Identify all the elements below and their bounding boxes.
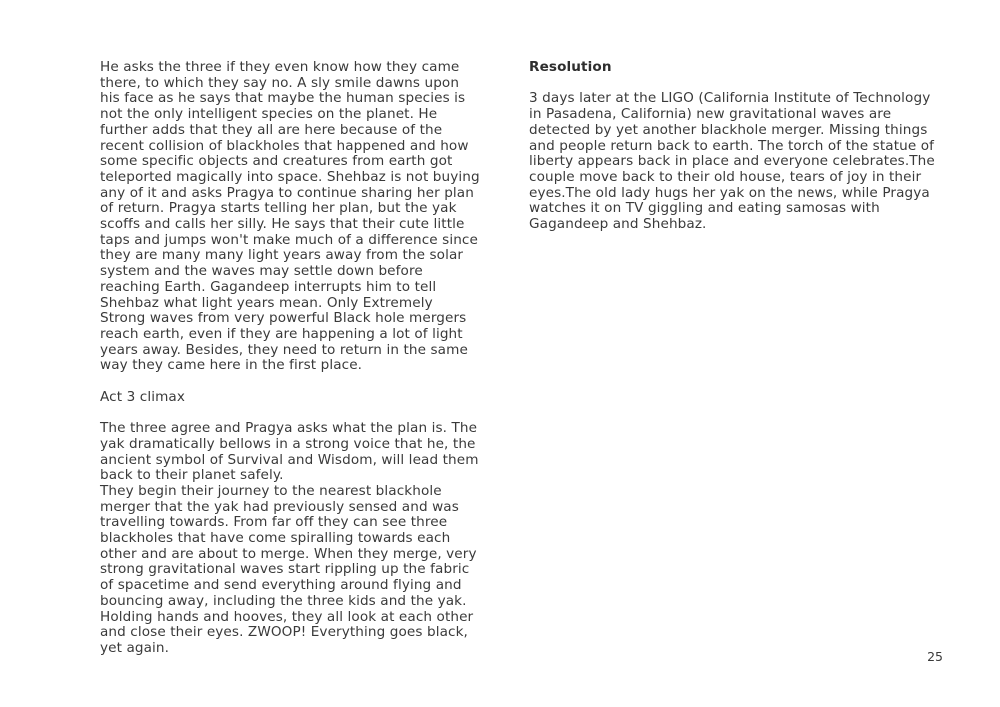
left-column xyxy=(100,60,480,657)
paragraph-spacer xyxy=(100,374,480,390)
paragraph-spacer xyxy=(529,76,947,92)
story-paragraph-1: He asks the three if they even know how they came there, to which they say no. A sly smile dawns upon his face as he says that maybe the human species is not the only intelligent species on the planet. He further adds that they all are here because of the recent collision of blackholes that happened and how some specific objects and creatures from earth got teleported magically into space. Shehbaz is not buying any of it and asks Pragya to continue sharing her plan of return. Pragya starts telling her plan, but the yak scoffs and calls her silly. He says that their cute little taps and jumps won't make much of a difference since they are many many light years away from the solar system and the waves may settle down before reaching Earth. Gagandeep interrupts him to tell Shehbaz what light years mean. Only Extremely Strong waves from very powerful Black hole mergers reach earth, even if they are happening a lot of light years away. Besides, they need to return in the same way they came here in the first place. xyxy=(100,59,480,374)
resolution-paragraph: 3 days later at the LIGO (California Institute of Technology in Pasadena, California) new gravitational waves are detected by yet another blackhole merger. Missing things and people return back to earth. The torch of the statue of liberty appears back in place and everyone celebrates.The couple move back to their old house, tears of joy in their eyes.The old lady hugs her yak on the news, while Pragya watches it on TV giggling and eating samosas with Gagandeep and Shehbaz. xyxy=(529,90,935,233)
act3-heading: Act 3 climax xyxy=(100,388,185,405)
story-paragraph-2: The three agree and Pragya asks what the plan is. The yak dramatically bellows in a strong voice that he, the ancient symbol of Survival and Wisdom, will lead them back to their planet safely. xyxy=(100,420,479,484)
story-paragraph-3: They begin their journey to the nearest blackhole merger that the yak had previously sensed and was travelling towards. From far off they can see three blackholes that have come spiralling towards each other and are about to merge. When they merge, very strong gravitational waves start rippling up the fabric of spacetime and send everything around flying and bouncing away, including the three kids and the yak. Holding hands and hooves, they all look at each other and close their eyes. ZWOOP! Everything goes black, yet again. xyxy=(100,482,477,656)
right-column xyxy=(529,60,947,233)
paragraph-spacer xyxy=(100,405,480,421)
page-number: 25 xyxy=(927,649,943,664)
resolution-heading: Resolution xyxy=(529,59,612,75)
